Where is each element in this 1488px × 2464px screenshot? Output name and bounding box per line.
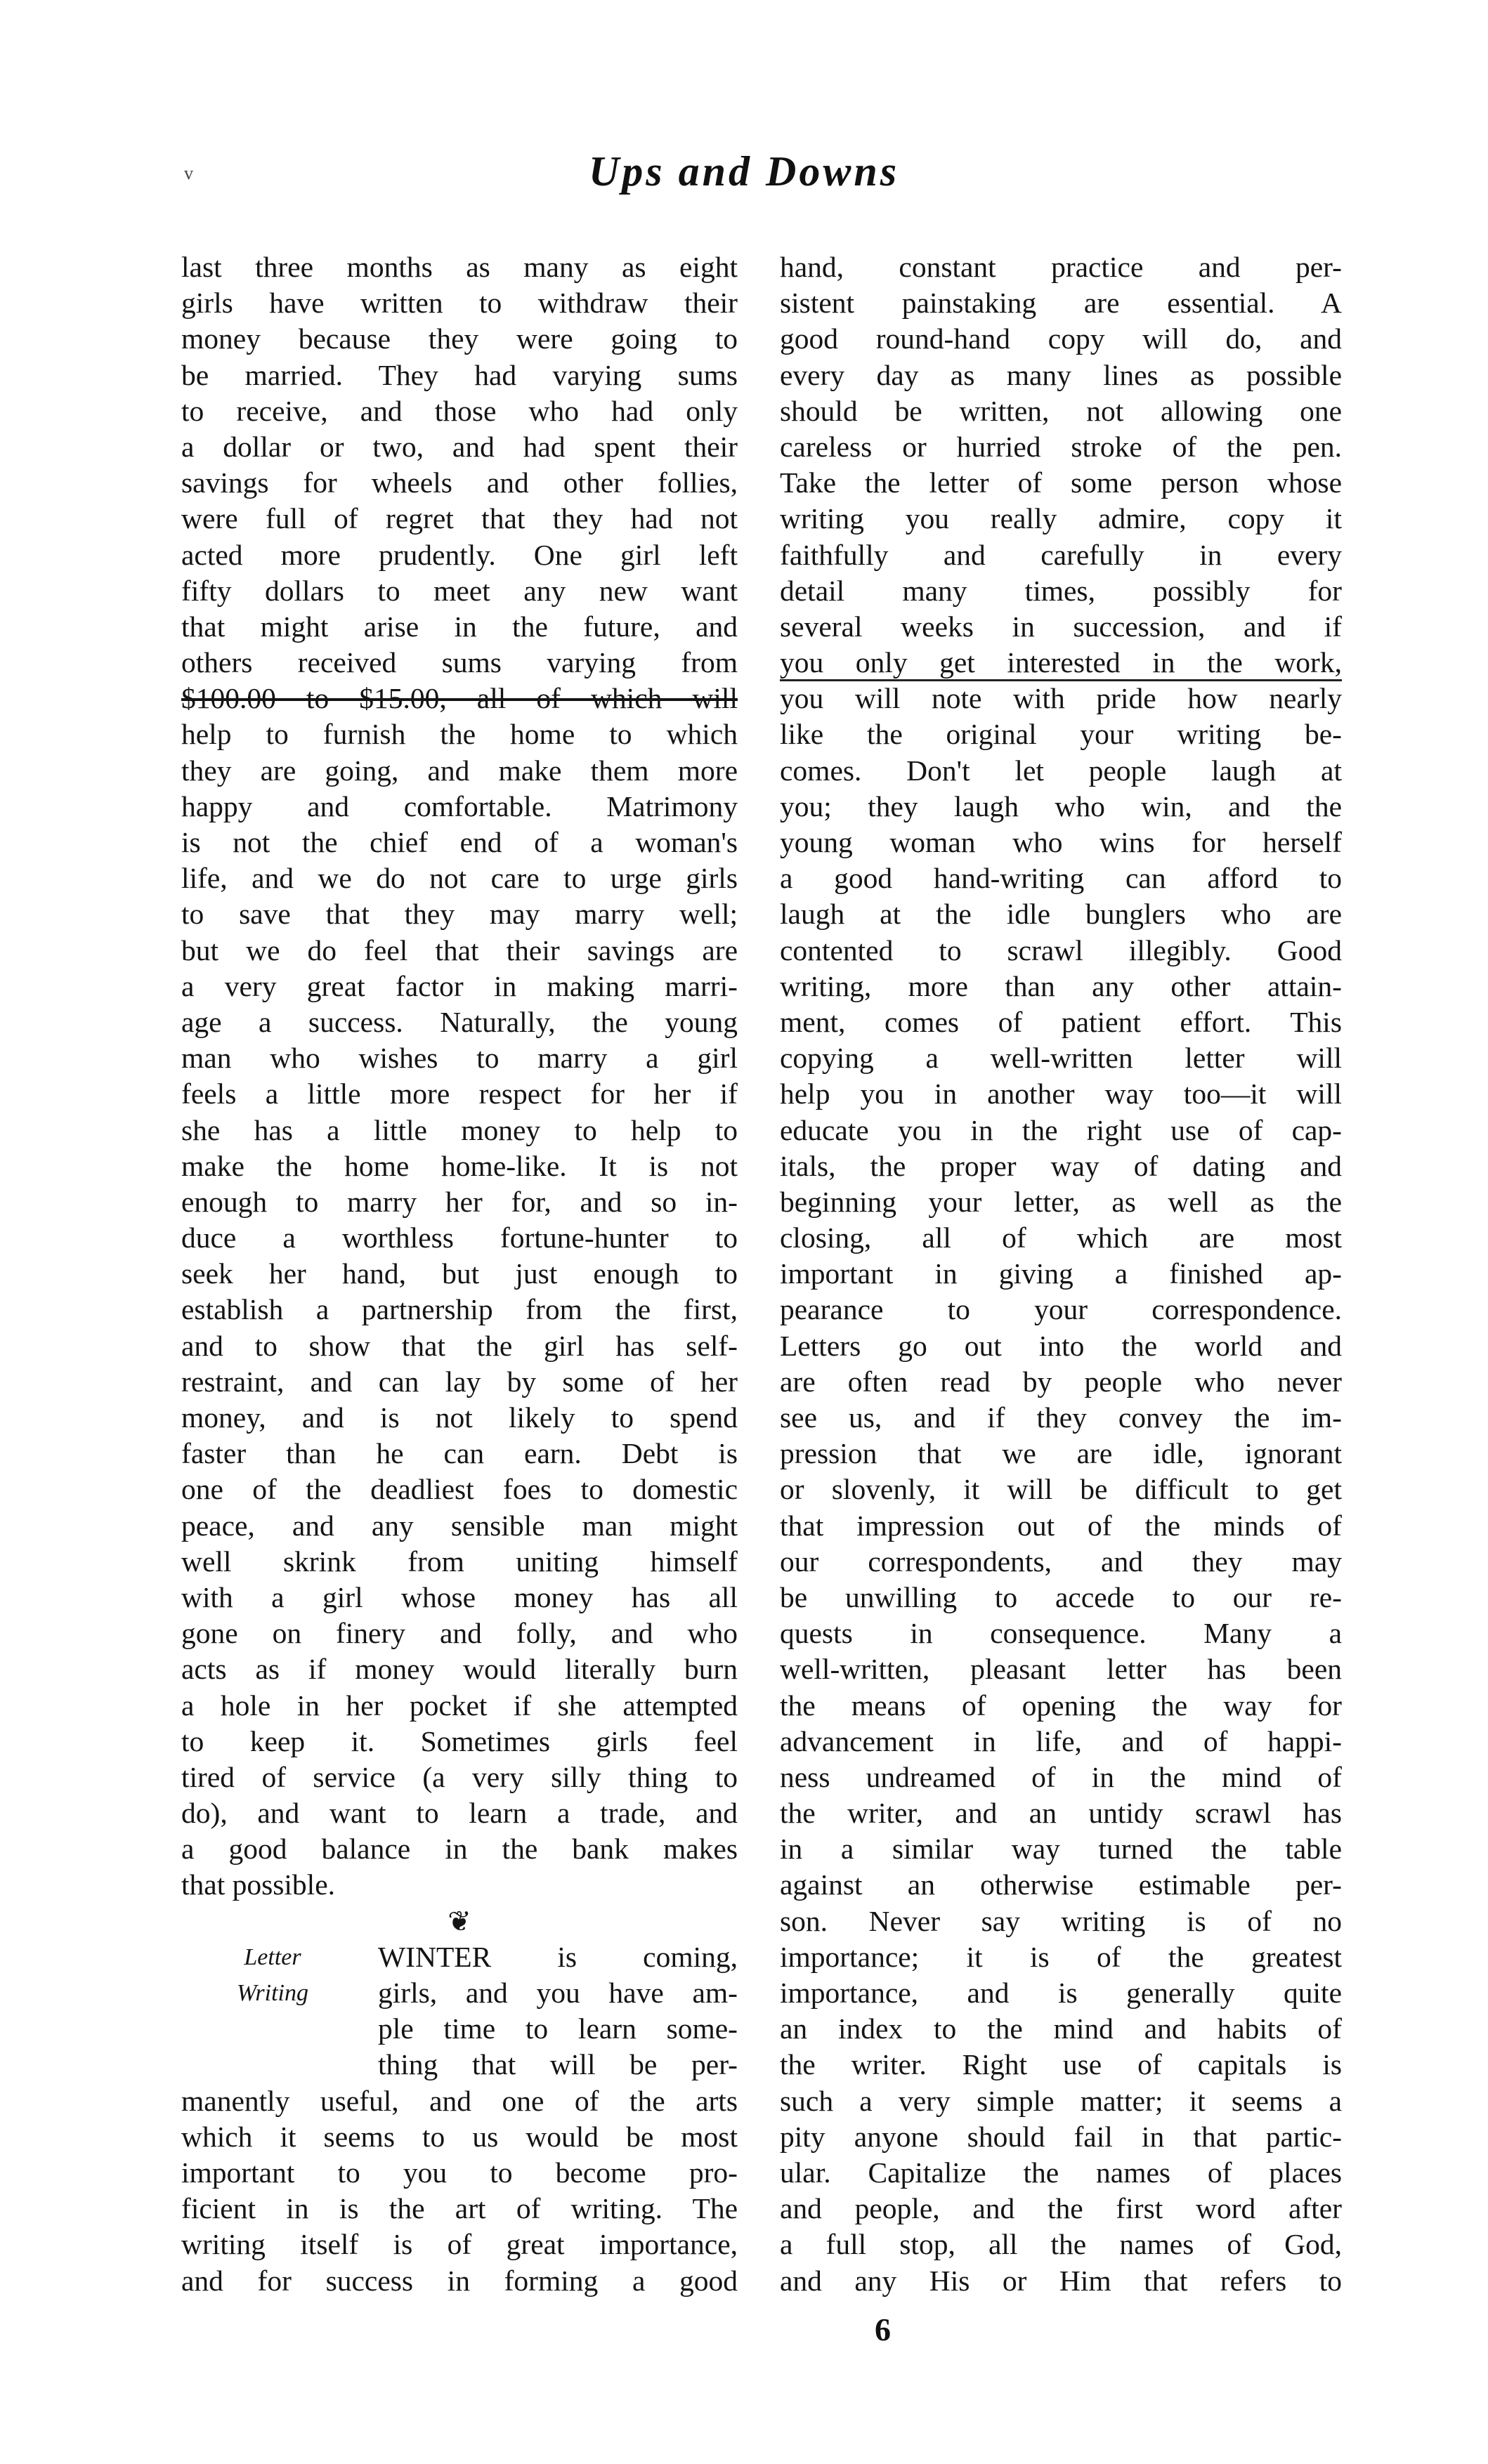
- text-line: thing that will be per-: [378, 2048, 738, 2081]
- underline-rule: [780, 679, 1342, 681]
- text-line: she has a little money to help to: [181, 1113, 738, 1146]
- text-line: copying a well-written letter will: [780, 1042, 1342, 1075]
- text-line: you only get interested in the work,: [780, 646, 1342, 679]
- text-line: ment, comes of patient effort. This: [780, 1005, 1342, 1038]
- text-line: important to you to become pro-: [181, 2156, 738, 2189]
- right-column: [780, 249, 1342, 2299]
- text-line: every day as many lines as possible: [780, 358, 1342, 391]
- text-line: acted more prudently. One girl left: [181, 538, 738, 571]
- text-line: comes. Don't let people laugh at: [780, 754, 1342, 787]
- text-line: you; they laugh who win, and the: [780, 789, 1342, 823]
- text-line: last three months as many as eight: [181, 251, 738, 283]
- text-line: one of the deadliest foes to domestic: [181, 1473, 738, 1506]
- text-line: should be written, not allowing one: [780, 394, 1342, 427]
- text-line: were full of regret that they had not: [181, 502, 738, 535]
- text-line: Take the letter of some person whose: [780, 466, 1342, 499]
- text-line: faithfully and carefully in every: [780, 538, 1342, 571]
- text-line: pression that we are idle, ignorant: [780, 1437, 1342, 1470]
- text-line: pity anyone should fail in that partic-: [780, 2120, 1342, 2153]
- text-line: they are going, and make them more: [181, 754, 738, 787]
- text-line: with a girl whose money has all: [181, 1580, 738, 1613]
- text-line: an index to the mind and habits of: [780, 2012, 1342, 2045]
- text-line: detail many times, possibly for: [780, 574, 1342, 607]
- text-line: such a very simple matter; it seems a: [780, 2084, 1342, 2117]
- text-line: contented to scrawl illegibly. Good: [780, 933, 1342, 966]
- text-line: ness undreamed of in the mind of: [780, 1760, 1342, 1793]
- text-line: seek her hand, but just enough to: [181, 1257, 738, 1290]
- text-line: are often read by people who never: [780, 1365, 1342, 1398]
- text-line: to save that they may marry well;: [181, 898, 738, 931]
- text-line: quests in consequence. Many a: [780, 1617, 1342, 1650]
- text-line: which it seems to us would be most: [181, 2120, 738, 2153]
- text-line: important in giving a finished ap-: [780, 1257, 1342, 1290]
- text-line: ular. Capitalize the names of places: [780, 2156, 1342, 2189]
- text-line: or slovenly, it will be difficult to get: [780, 1473, 1342, 1506]
- text-line: and any His or Him that refers to: [780, 2264, 1342, 2297]
- text-line: that might arise in the future, and: [181, 610, 738, 643]
- text-line: be unwilling to accede to our re-: [780, 1580, 1342, 1613]
- text-line: WINTER is coming,: [378, 1940, 738, 1973]
- text-line: be married. They had varying sums: [181, 358, 738, 391]
- margin-note-line: Writing: [236, 1980, 309, 2007]
- text-line: restraint, and can lay by some of her: [181, 1365, 738, 1398]
- text-line: girls, and you have am-: [378, 1977, 738, 2009]
- text-line: age a success. Naturally, the young: [181, 1005, 738, 1038]
- text-line: do), and want to learn a trade, and: [181, 1797, 738, 1830]
- text-line: beginning your letter, as well as the: [780, 1185, 1342, 1218]
- text-line: the means of opening the way for: [780, 1689, 1342, 1722]
- text-line: help you in another way too—it will: [780, 1077, 1342, 1110]
- text-line: ficient in is the art of writing. The: [181, 2192, 738, 2225]
- text-line: a good hand-writing can afford to: [780, 862, 1342, 895]
- text-line: to keep it. Sometimes girls feel: [181, 1724, 738, 1757]
- text-line: in a similar way turned the table: [780, 1833, 1342, 1866]
- text-line: a hole in her pocket if she attempted: [181, 1689, 738, 1722]
- text-line: writing, more than any other attain-: [780, 969, 1342, 1002]
- text-line: laugh at the idle bunglers who are: [780, 898, 1342, 931]
- text-line: others received sums varying from: [181, 646, 738, 679]
- ornament-icon: ❦: [448, 1905, 471, 1937]
- text-line: a dollar or two, and had spent their: [181, 430, 738, 463]
- text-line: feels a little more respect for her if: [181, 1077, 738, 1110]
- text-line: that possible.: [181, 1868, 336, 1901]
- text-line: money, and is not likely to spend: [181, 1401, 738, 1434]
- text-line: manently useful, and one of the arts: [181, 2084, 738, 2117]
- margin-note-line: Letter: [244, 1944, 301, 1970]
- text-line: itals, the proper way of dating and: [780, 1149, 1342, 1182]
- text-line: well-written, pleasant letter has been: [780, 1653, 1342, 1686]
- text-line: is not the chief end of a woman's: [181, 826, 738, 858]
- text-line: a full stop, all the names of God,: [780, 2228, 1342, 2261]
- text-line: a very great factor in making marri-: [181, 969, 738, 1002]
- text-line: money because they were going to: [181, 322, 738, 355]
- left-column: [181, 249, 738, 2299]
- text-line: the writer. Right use of capitals is: [780, 2048, 1342, 2081]
- text-line: you will note with pride how nearly: [780, 682, 1342, 715]
- text-line: that impression out of the minds of: [780, 1509, 1342, 1542]
- text-line: $100.00 to $15.00, all of which will: [181, 682, 738, 715]
- text-line: happy and comfortable. Matrimony: [181, 789, 738, 823]
- text-line: and to show that the girl has self-: [181, 1329, 738, 1362]
- text-line: careless or hurried stroke of the pen.: [780, 430, 1342, 463]
- text-line: peace, and any sensible man might: [181, 1509, 738, 1542]
- text-line: advancement in life, and of happi-: [780, 1724, 1342, 1757]
- text-line: and people, and the first word after: [780, 2192, 1342, 2225]
- folio: 6: [875, 2312, 891, 2347]
- text-line: but we do feel that their savings are: [181, 933, 738, 966]
- text-line: the writer, and an untidy scrawl has: [780, 1797, 1342, 1830]
- text-line: like the original your writing be-: [780, 718, 1342, 751]
- text-line: writing you really admire, copy it: [780, 502, 1342, 535]
- text-line: life, and we do not care to urge girls: [181, 862, 738, 895]
- text-line: pearance to your correspondence.: [780, 1293, 1342, 1326]
- text-line: savings for wheels and other follies,: [181, 466, 738, 499]
- text-line: man who wishes to marry a girl: [181, 1042, 738, 1075]
- text-line: help to furnish the home to which: [181, 718, 738, 751]
- text-line: closing, all of which are most: [780, 1221, 1342, 1254]
- text-line: importance; it is of the greatest: [780, 1940, 1342, 1973]
- text-line: faster than he can earn. Debt is: [181, 1437, 738, 1470]
- text-line: ple time to learn some-: [378, 2012, 738, 2045]
- text-line: young woman who wins for herself: [780, 826, 1342, 858]
- text-line: and for success in forming a good: [181, 2264, 738, 2297]
- text-line: tired of service (a very silly thing to: [181, 1760, 738, 1793]
- text-line: against an otherwise estimable per-: [780, 1868, 1342, 1901]
- text-line: duce a worthless fortune-hunter to: [181, 1221, 738, 1254]
- text-line: hand, constant practice and per-: [780, 251, 1342, 283]
- text-line: several weeks in succession, and if: [780, 610, 1342, 643]
- text-line: see us, and if they convey the im-: [780, 1401, 1342, 1434]
- text-line: enough to marry her for, and so in-: [181, 1185, 738, 1218]
- text-line: to receive, and those who had only: [181, 394, 738, 427]
- text-line: girls have written to withdraw their: [181, 287, 738, 320]
- margin-note: [181, 1939, 364, 2011]
- running-head: Ups and Downs: [588, 148, 900, 195]
- text-line: son. Never say writing is of no: [780, 1904, 1342, 1937]
- text-line: acts as if money would literally burn: [181, 1653, 738, 1686]
- corner-mark: v: [184, 163, 193, 183]
- text-line: our correspondents, and they may: [780, 1545, 1342, 1578]
- text-line: Letters go out into the world and: [780, 1329, 1342, 1362]
- text-line: educate you in the right use of cap-: [780, 1113, 1342, 1146]
- text-line: good round-hand copy will do, and: [780, 322, 1342, 355]
- text-line: importance, and is generally quite: [780, 1977, 1342, 2009]
- text-line: writing itself is of great importance,: [181, 2228, 738, 2261]
- text-line: make the home home-like. It is not: [181, 1149, 738, 1182]
- text-line: a good balance in the bank makes: [181, 1833, 738, 1866]
- text-line: well skrink from uniting himself: [181, 1545, 738, 1578]
- text-line: fifty dollars to meet any new want: [181, 574, 738, 607]
- text-line: sistent painstaking are essential. A: [780, 287, 1342, 320]
- text-line: gone on finery and folly, and who: [181, 1617, 738, 1650]
- text-line: establish a partnership from the first,: [181, 1293, 738, 1326]
